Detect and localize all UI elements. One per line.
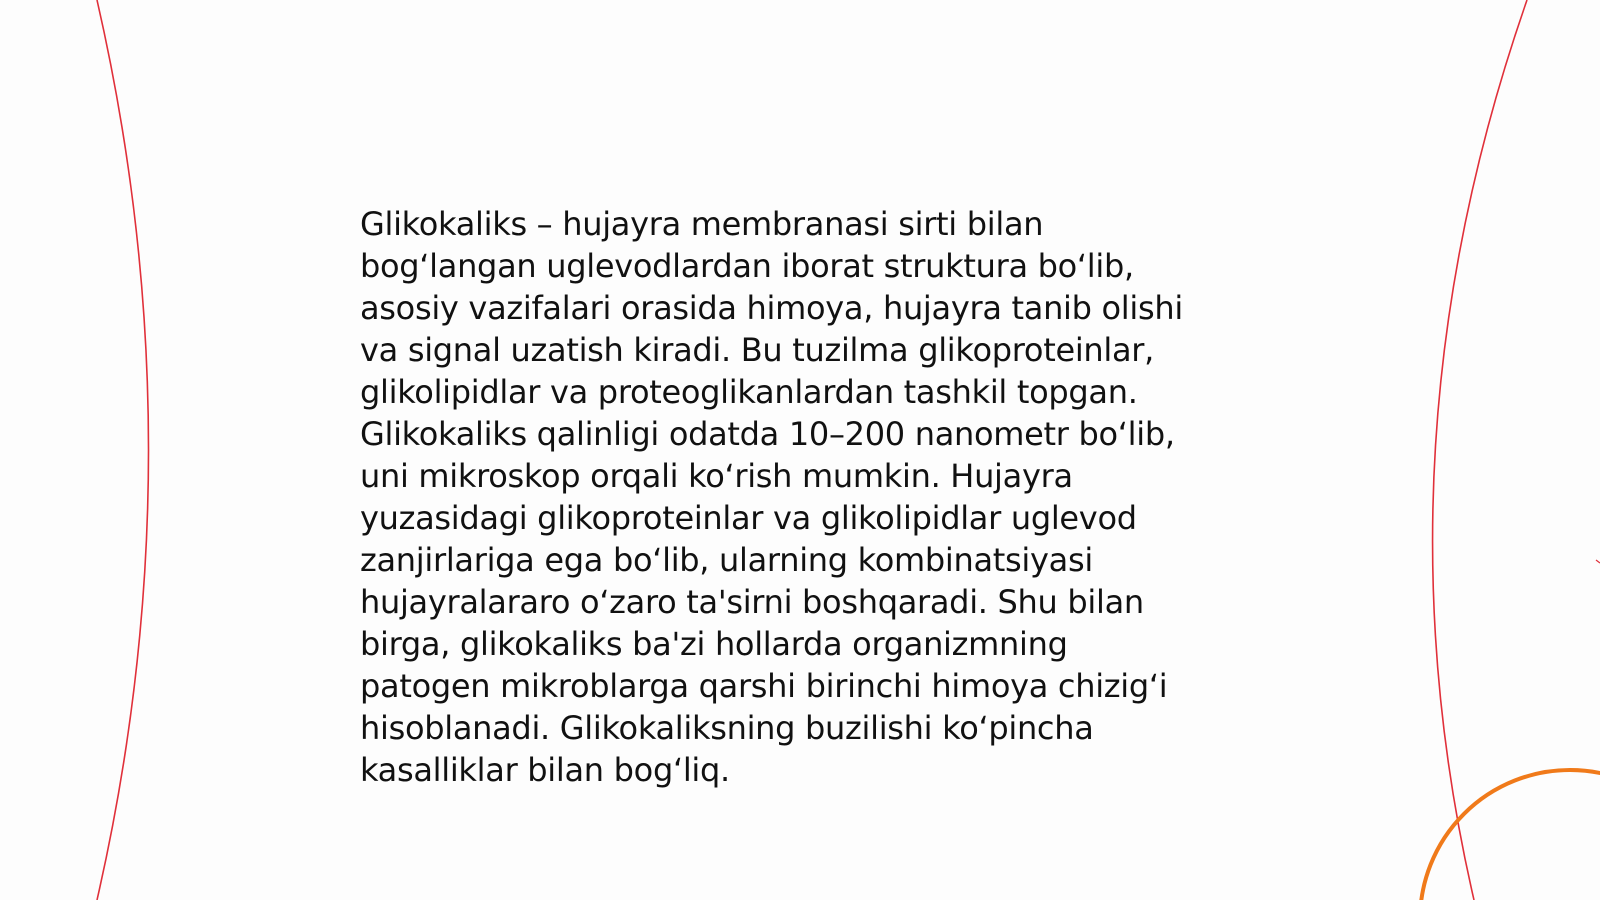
paragraph-line: glikolipidlar va proteoglikanlardan tashkil topgan. — [360, 373, 1138, 411]
paragraph-line: kasalliklar bilan bog‘liq. — [360, 751, 730, 789]
paragraph-line: Glikokaliks – hujayra membranasi sirti bilan — [360, 205, 1044, 243]
paragraph-line: yuzasidagi glikoproteinlar va glikolipidlar uglevod — [360, 499, 1137, 537]
paragraph-line: Glikokaliks qalinligi odatda 10–200 nanometr bo‘lib, — [360, 415, 1175, 453]
paragraph-line: uni mikroskop orqali ko‘rish mumkin. Hujayra — [360, 457, 1073, 495]
paragraph-line: bog‘langan uglevodlardan iborat struktura bo‘lib, — [360, 247, 1134, 285]
paragraph-line: birga, glikokaliks ba'zi hollarda organizmning — [360, 625, 1068, 663]
paragraph-line: patogen mikroblarga qarshi birinchi himoya chizig‘i — [360, 667, 1168, 705]
right-red-arc — [1433, 0, 1527, 900]
paragraph-line: zanjirlariga ega bo‘lib, ularning kombinatsiyasi — [360, 541, 1093, 579]
small-mark — [1596, 560, 1600, 563]
body-paragraph — [360, 203, 1220, 791]
paragraph-line: hisoblanadi. Glikokaliksning buzilishi ko‘pincha — [360, 709, 1094, 747]
paragraph-line: va signal uzatish kiradi. Bu tuzilma glikoproteinlar, — [360, 331, 1155, 369]
orange-circle-arc — [1420, 770, 1600, 900]
left-red-arc — [97, 0, 149, 900]
paragraph-line: hujayralararo o‘zaro ta'sirni boshqaradi. Shu bilan — [360, 583, 1144, 621]
paragraph-line: asosiy vazifalari orasida himoya, hujayra tanib olishi — [360, 289, 1183, 327]
